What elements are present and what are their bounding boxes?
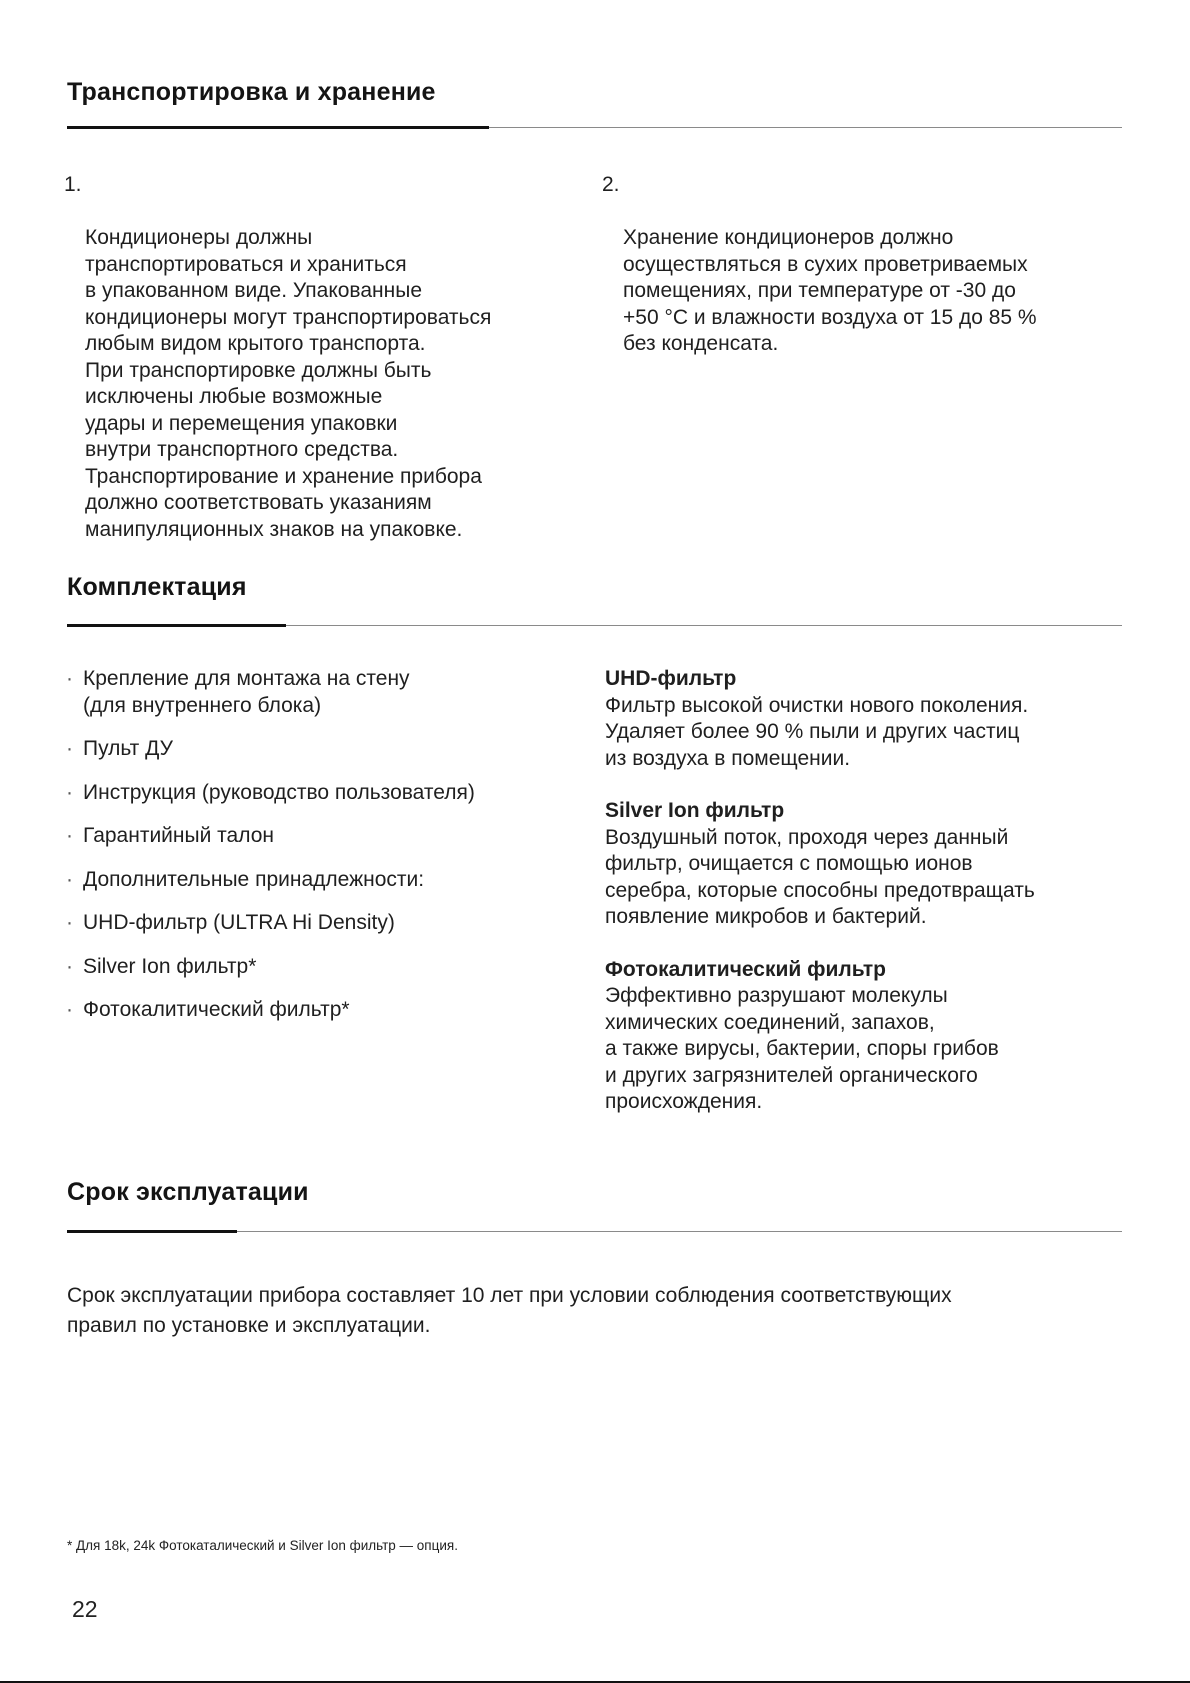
filter-description: Воздушный поток, проходя через данный фильтр, очищается с помощью ионов серебра, которые способны предотвращать появление микробов и бактерий. (605, 825, 1035, 928)
item-text: Хранение кондиционеров должно осуществляться в сухих проветриваемых помещениях, при температуре от -30 до +50 °С и влажности воздуха от 15 до 85 % без конденсата. (623, 226, 1037, 355)
section-divider-accent (67, 126, 489, 129)
lifetime-text: Срок эксплуатации прибора составляет 10 лет при условии соблюдения соответствующих правил по установке и эксплуатации. (67, 1284, 952, 1337)
section-divider-accent (67, 1230, 237, 1233)
section-divider-lifetime (67, 1231, 1122, 1232)
transport-item-2 (602, 172, 1125, 358)
page-number: 22 (72, 1596, 98, 1622)
section-title-package: Комплектация (67, 573, 247, 601)
filter-block-silver-ion (605, 798, 1135, 931)
filter-description: Фильтр высокой очистки нового поколения. Удаляет более 90 % пыли и других частиц из воздуха в помещении. (605, 693, 1029, 770)
filter-block-uhd (605, 666, 1135, 772)
filter-descriptions-column (605, 666, 1135, 1142)
transport-column-right (602, 172, 1125, 358)
list-item: · Пульт ДУ (66, 737, 173, 760)
list-item: · UHD-фильтр (ULTRA Hi Density) (66, 911, 395, 934)
transport-item-1 (64, 172, 607, 543)
filter-name: Silver Ion фильтр (605, 799, 785, 822)
transport-column-left (64, 172, 607, 543)
list-item: · Инструкция (руководство пользователя) (66, 780, 475, 804)
section-title-transport: Транспортировка и хранение (67, 78, 436, 106)
item-number: 2. (602, 173, 620, 196)
footnote: * Для 18k, 24k Фотокаталический и Silver Ion фильтр — опция. (67, 1538, 458, 1553)
section-divider-transport (67, 127, 1122, 128)
package-list-column (67, 666, 607, 1041)
section-divider-package (67, 625, 1122, 626)
package-list (67, 666, 607, 1024)
section-divider-accent (67, 624, 286, 627)
filter-description: Эффективно разрушают молекулы химических соединений, запахов, а также вирусы, бактерии, споры грибов и других загрязнителей органического происхождения. (605, 984, 999, 1113)
filter-name: UHD-фильтр (605, 667, 737, 690)
list-item: · Дополнительные принадлежности: (66, 867, 425, 891)
list-item: · Гарантийный талон (66, 824, 274, 847)
list-item: · Silver Ion фильтр* (66, 954, 257, 978)
list-item: · Фотокалитический фильтр* (66, 998, 350, 1021)
filter-block-photocatalytic (605, 957, 1135, 1116)
list-item: · Крепление для монтажа на стену (для внутреннего блока) (66, 667, 410, 717)
section-title-lifetime: Срок эксплуатации (67, 1178, 309, 1206)
item-text: Кондиционеры должны транспортироваться и храниться в упакованном виде. Упакованные кондиционеры могут транспортироваться любым видом крытого транспорта. При транспортировке должны быть исключены любые возможные удары и перемещения упаковки внутри транспортного средства. Транспортирование и хранение прибора должно соответствовать указаниям манипуляционных знаков на упаковке. (85, 226, 492, 541)
filter-name: Фотокалитический фильтр (605, 957, 886, 981)
item-number: 1. (64, 173, 82, 196)
